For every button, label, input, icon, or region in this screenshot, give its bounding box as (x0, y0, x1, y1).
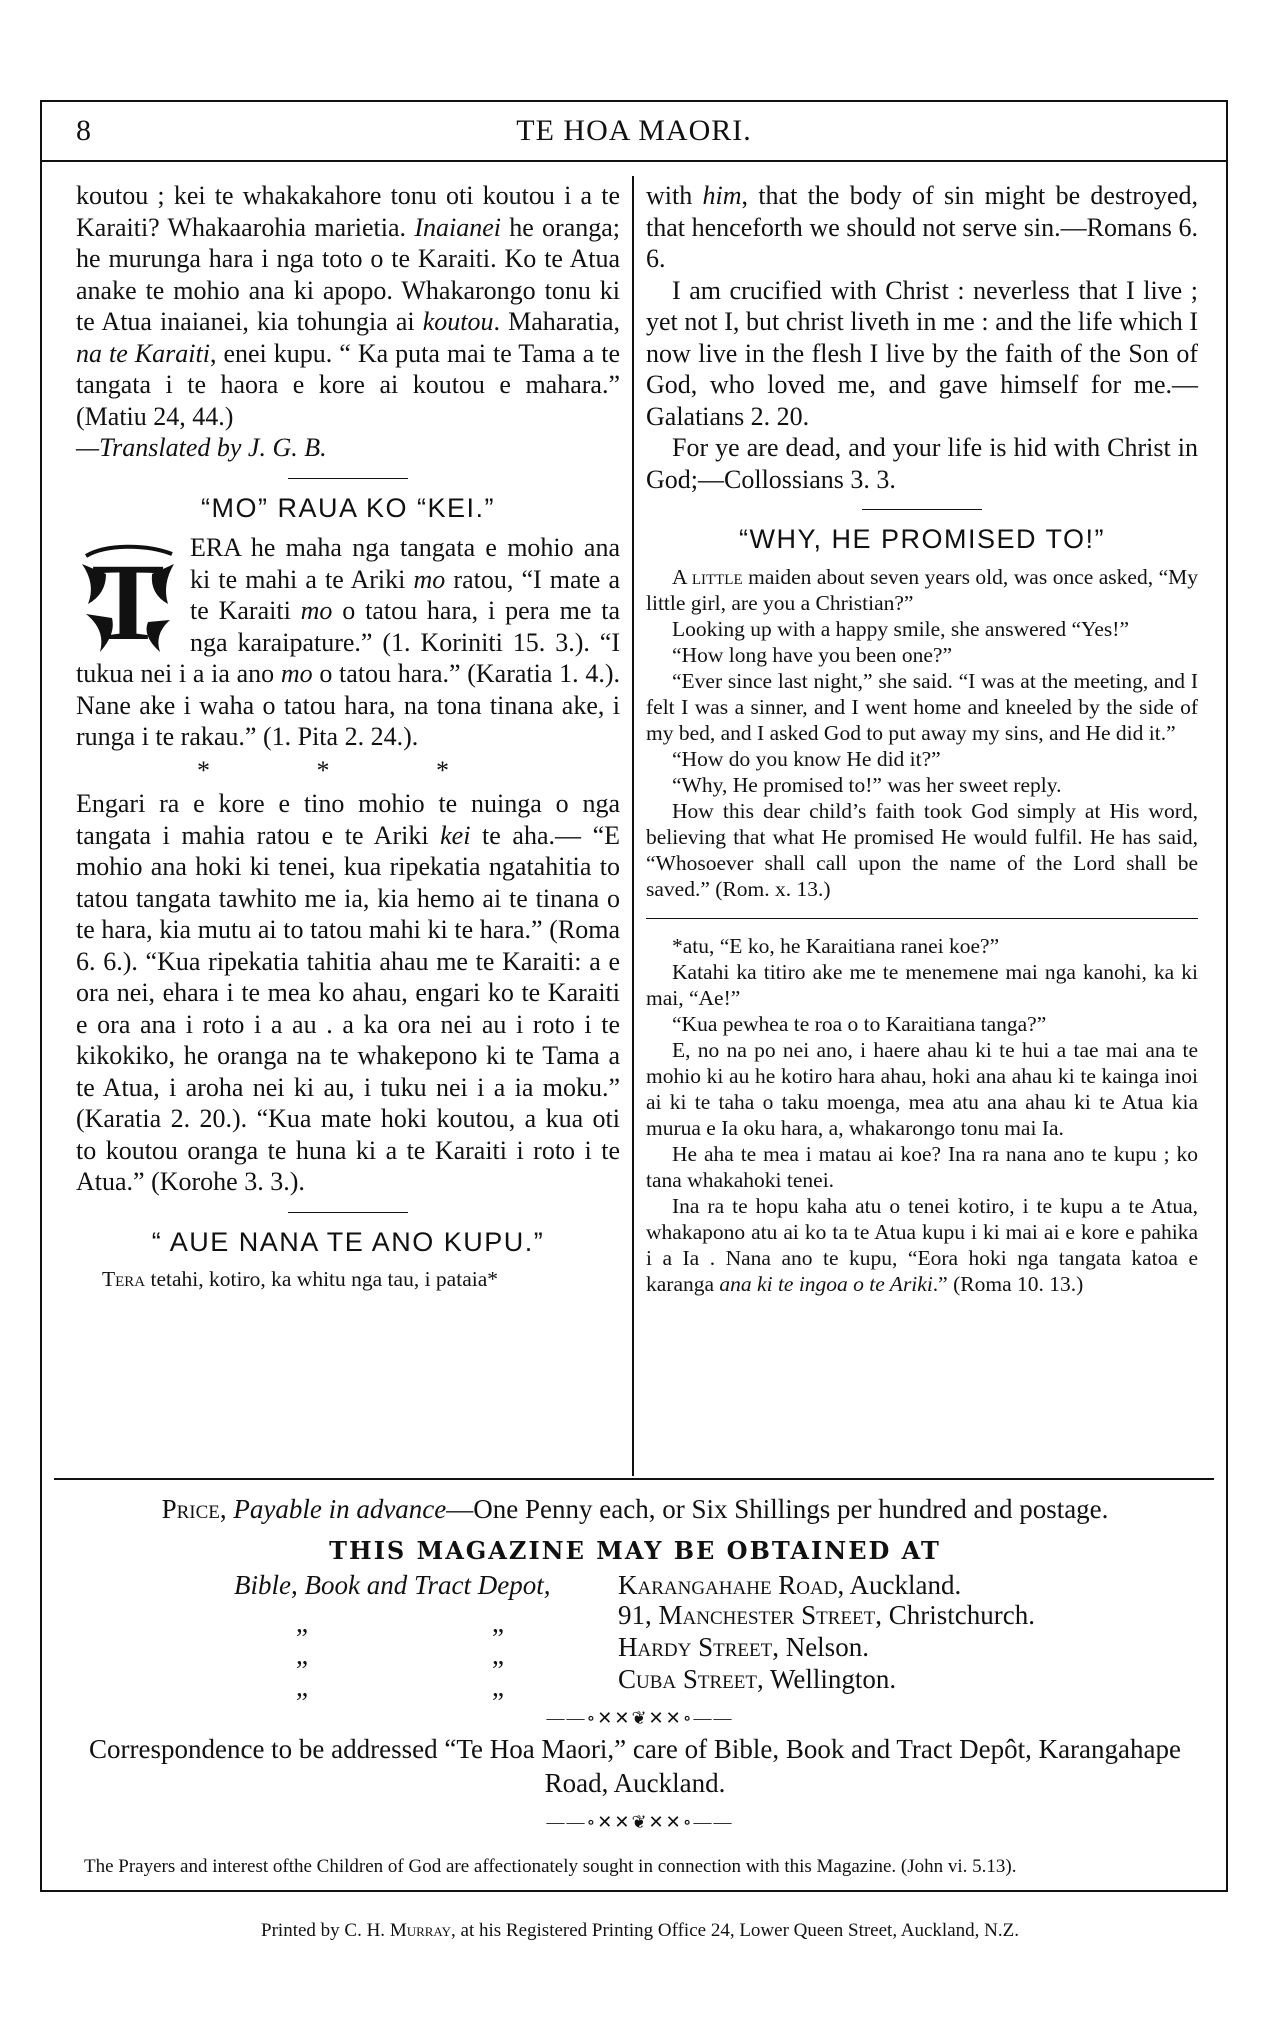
page-header (42, 110, 1226, 158)
depot-address-1: Karangahahe Road, Auckland. (618, 1570, 962, 1600)
section-heading-aue: “ AUE NANA TE ANO KUPU.” (151, 1226, 545, 1257)
ditto-mark: „ (492, 1640, 504, 1670)
why-story-paragraph: “Ever since last night,” she said. “I was at the meeting, and I felt I was a sinner, and I went home and kneeled by the side of my bed, and I asked God to put away my sins, and He did it.” (646, 668, 1198, 745)
obtained-at-heading: THIS MAGAZINE MAY BE OBTAINED AT (329, 1536, 941, 1565)
why-story-paragraph: How this dear child’s faith took God simply at His word, believing that what He promised He would fulfil. He has said, “Whosoever shall call upon the name of the Lord shall be saved.” (Rom. x. 13.) (646, 798, 1198, 901)
header-rule (42, 160, 1226, 162)
ditto-mark: „ (492, 1608, 504, 1638)
page-number: 8 (76, 114, 91, 147)
why-story-paragraph: “Why, He promised to!” was her sweet reply. (672, 772, 1062, 797)
maori-story-paragraph: “Kua pewhea te roa o to Karaitiana tanga?” (672, 1011, 1047, 1036)
section-rule-long (646, 918, 1198, 919)
ornament-divider: ——∘✕✕❦✕✕∘—— (546, 1708, 734, 1728)
ditto-mark: „ (492, 1672, 504, 1702)
decorated-dropcap-icon (76, 534, 180, 658)
depot-address-2: 91, Manchester Street, Christchurch. (618, 1600, 1035, 1630)
page-title: TE HOA MAORI. (516, 114, 752, 147)
section-heading-mo-kei: “MO” RAUA KO “KEI.” (200, 492, 496, 523)
ditto-mark: „ (296, 1640, 308, 1670)
why-story-paragraph: “How do you know He did it?” (672, 746, 941, 771)
maori-story-paragraph: He aha te mea i matau ai koe? Ina ra nana ano te kupu ; ko tana whakahoki tenei. (646, 1141, 1198, 1192)
section-heading-why: “WHY, HE PROMISED TO!” (738, 524, 1106, 554)
why-story-paragraph: Looking up with a happy smile, she answered “Yes!” (672, 616, 1129, 641)
frame-border-right (1226, 100, 1228, 1890)
dropcap-letter: T (91, 541, 165, 658)
ornament-divider: ——∘✕✕❦✕✕∘—— (546, 1812, 734, 1832)
maori-story-paragraph: Katahi ka titiro ake me te menemene mai nga kanohi, ka ki mai, “Ae!” (646, 959, 1198, 1010)
ditto-mark: „ (296, 1672, 308, 1702)
correspondence-note: Correspondence to be addressed “Te Hoa Maori,” care of Bible, Book and Tract Depôt, Karangahape Road, Auckland. (89, 1734, 1181, 1798)
frame-border-left (40, 100, 42, 1890)
section-rule (862, 509, 982, 510)
scripture-paragraph-3: For ye are dead, and your life is hid with Christ in God;—Collossians 3. 3. (646, 433, 1198, 494)
maori-story-paragraph: E, no na po nei ano, i haere ahau ki te hui a tae mai ana te mohio ki au he kotiro hara ahau, hoki ana ahau ki te kainga inoi ai ki te taha o taku moenga, mea atu ana ahau ki te Atua kia murua e Ia oku hara, a, whakarongo tonu mai Ia. (646, 1037, 1198, 1140)
frame-border-bottom (40, 1890, 1228, 1892)
scripture-paragraph-2: I am crucified with Christ : neverless that I live ; yet not I, but christ liveth in me : and the life which I now live in the flesh I live by the faith of the Son of God, who loved me, and gave himself for me.—Galatians 2. 20. (646, 275, 1198, 431)
footer-rule (54, 1478, 1214, 1480)
column-divider (632, 176, 634, 1476)
scripture-paragraph-1: with him, that the body of sin might be destroyed, that henceforth we should not serve sin.—Romans 6. 6. (646, 181, 1198, 273)
aue-first-line: Tera tetahi, kotiro, ka whitu nga tau, i pataia* (102, 1267, 499, 1291)
ditto-mark: „ (296, 1608, 308, 1638)
maori-story-paragraph: *atu, “E ko, he Karaitiana ranei koe?” (672, 933, 1000, 958)
depot-label: Bible, Book and Tract Depot, (234, 1570, 551, 1600)
mo-kei-paragraph-1: ERA he maha nga tangata e mohio ana ki te mahi a te Ariki mo ratou, “I mate a te Karaiti mo o tatou hara, i pera me ta nga karaipature.” (1. Koriniti 15. 3.). “I tukua nei i a ia ano mo o tatou hara.” (Karatia 1. 4.). Nane ake i waha o tatou hara, na tona tinana ake, i runga i te rakau.” (1. Pita 2. 24.). (76, 533, 621, 751)
section-stars: * * * (197, 755, 499, 785)
maori-story (646, 933, 1198, 1297)
maori-story-paragraph: Ina ra te hopu kaha atu o tenei kotiro, i te kupu a te Atua, whakapono atu ai ko ta te Atua kupu i ki mai ai e kore e pahika i a Ia . Nana ano te kupu, “Eora hoki nga tangata katoa e karanga ana ki te ingoa o te Ariki.” (Roma 10. 13.) (646, 1193, 1198, 1296)
price-line: Price, Payable in advance—One Penny each, or Six Shillings per hundred and postage. (161, 1494, 1109, 1524)
printer-imprint: Printed by C. H. Murray, at his Registered Printing Office 24, Lower Queen Street, Auckland, N.Z. (261, 1920, 1019, 1941)
prayer-note: The Prayers and interest ofthe Children of God are affectionately sought in connection with this Magazine. (John vi. 5.13). (84, 1856, 1017, 1877)
left-column (76, 180, 620, 1292)
depot-address-4: Cuba Street, Wellington. (618, 1664, 897, 1694)
frame-border-top (40, 100, 1228, 102)
intro-paragraph: koutou ; kei te whakakahore tonu oti koutou i a te Karaiti? Whakaarohia marietia. Inaianei he oranga; he murunga hara i nga toto o te Karaiti. Ko te Atua anake te mohio ana ki apopo. Whakarongo tonu ki te Atua inaianei, kia tohungia ai koutou. Maharatia, na te Karaiti, enei kupu. “ Ka puta mai te Tama a te tangata i te haora e kore ai koutou e mahara.” (Matiu 24, 44.) (76, 181, 620, 431)
why-story-paragraph: “How long have you been one?” (672, 642, 952, 667)
right-column (646, 180, 1198, 1297)
mo-kei-paragraph-2: Engari ra e kore e tino mohio te nuinga o nga tangata i mahia ratou e te Ariki kei te aha.— “E mohio ana hoki ki tenei, kua ripekatia ngatahitia to tatou tangata tawhito me ia, kia hemo ai te tinana o te hara, kia mutu ai to tatou mahi ki te hara.” (Roma 6. 6.). “Kua ripekatia tahitia ahau me te Karaiti: a e ora nei, ehara i te mea ko ahau, engari ko te Karaiti e ora ana i roto i a au . a ka ora nei au i roto i te kikokiko, he oranga na te whakepono ki te Tama a te Atua, i aroha nei ki au, i tuku nei i a ia moku.” (Karatia 2. 20.). “Kua mate hoki koutou, a kua oti to koutou oranga te huna ki a te Karaiti i roto i te Atua.” (Korohe 3. 3.). (76, 789, 620, 1196)
why-story-paragraph: A little maiden about seven years old, was once asked, “My little girl, are you a Christian?” (646, 564, 1198, 615)
why-story (646, 564, 1198, 902)
depot-address-3: Hardy Street, Nelson. (618, 1632, 869, 1662)
translator-credit: —Translated by J. G. B. (76, 433, 327, 462)
section-rule (288, 1212, 408, 1213)
section-rule (288, 478, 408, 479)
